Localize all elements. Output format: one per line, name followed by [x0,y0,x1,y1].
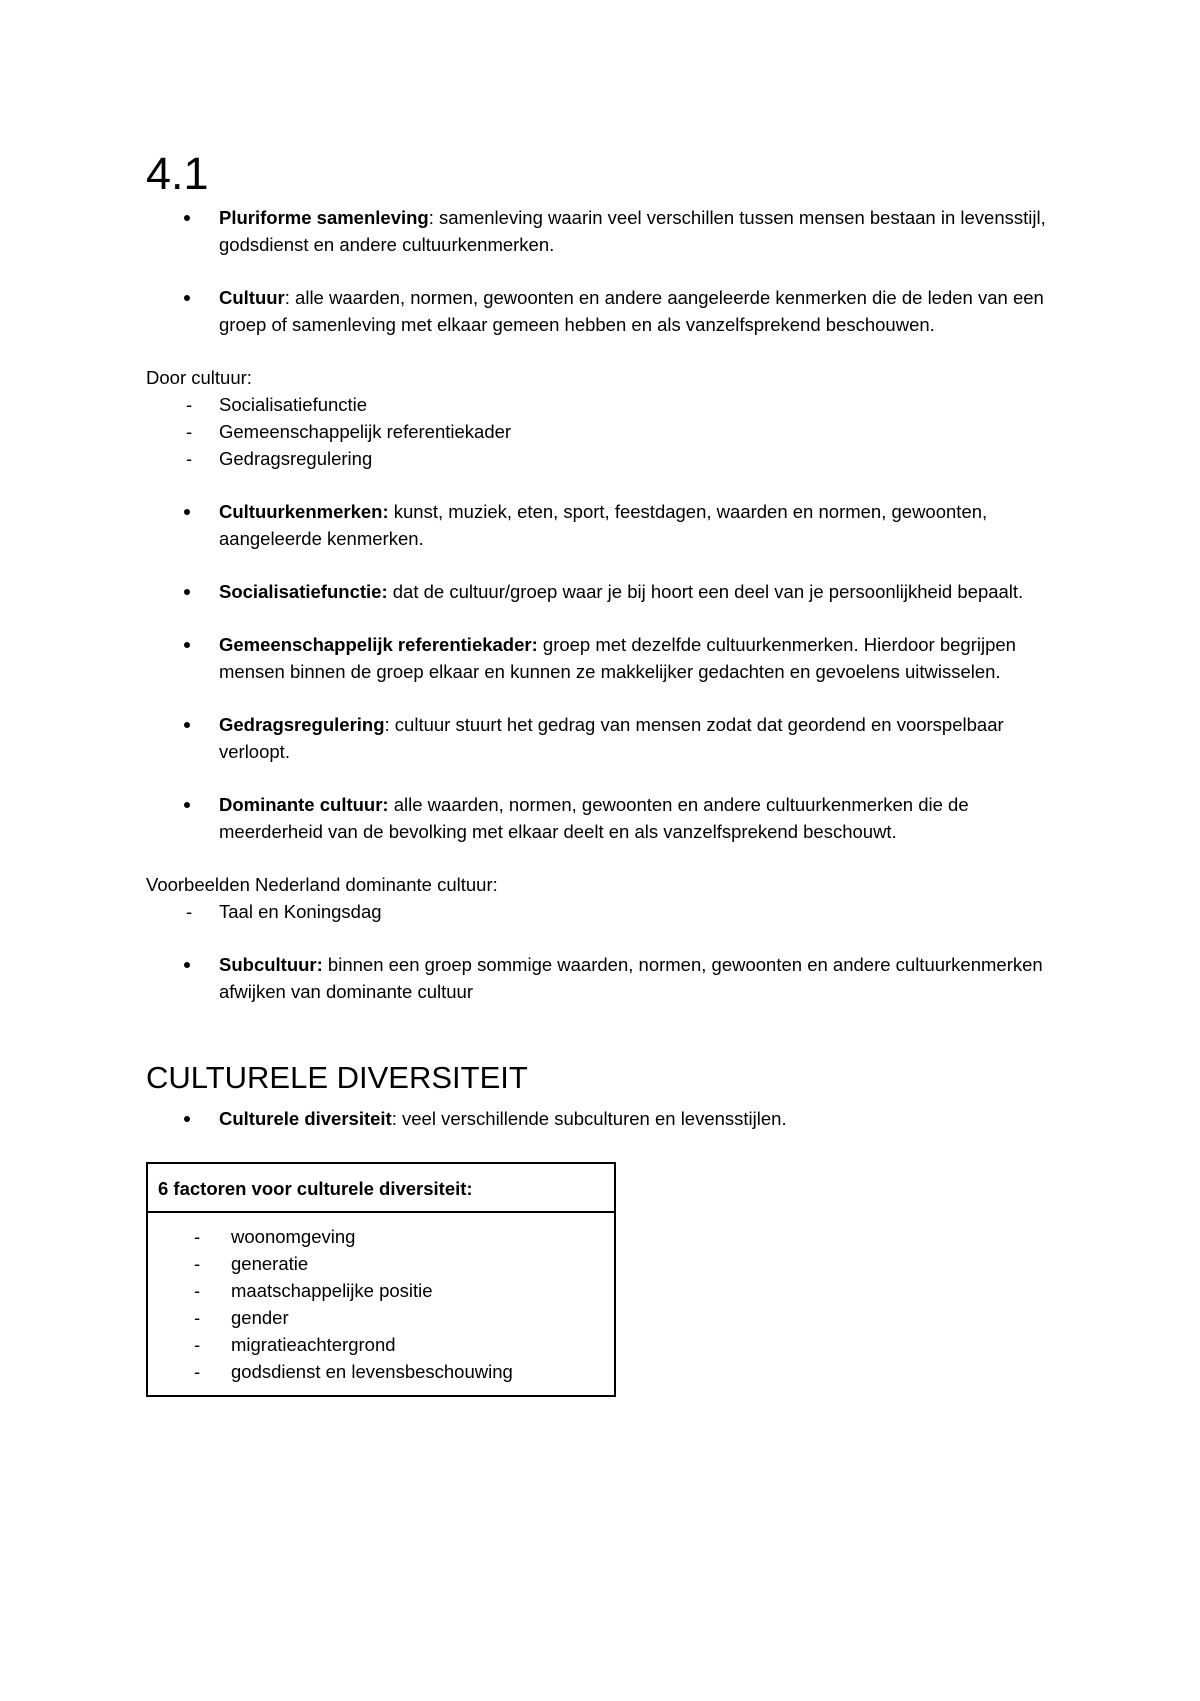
bullet-icon [184,215,190,221]
list-item-text: maatschappelijke positie [231,1280,433,1301]
list-item: - migratieachtergrond [194,1334,396,1355]
definition-text: alle waarden, normen, gewoonten en andere cultuurkenmerken die de meerderheid van de bevolking met elkaar deelt en als vanzelfsprekend beschouwt. [219,794,969,842]
term: Cultuurkenmerken: [219,501,389,522]
list-item-text: migratieachtergrond [231,1334,396,1355]
list-item-text: Gedragsregulering [219,448,373,469]
door-cultuur-label: Door cultuur: [146,367,252,388]
factors-list [148,1213,614,1395]
definition-subcultuur [146,951,1066,1005]
bullet-icon [184,509,190,515]
definition-culturele-diversiteit [146,1105,1066,1132]
factors-table [146,1162,616,1397]
definition-text: : cultuur stuurt het gedrag van mensen zodat dat geordend en voorspelbaar verloopt. [219,714,1004,762]
bullet-icon [184,589,190,595]
definition-pluriforme-samenleving [146,204,1066,258]
definition-dominante-cultuur [146,791,1066,845]
list-item-text: woonomgeving [231,1226,356,1247]
definition-text: : veel verschillende subculturen en levensstijlen. [391,1108,787,1129]
list-item: - godsdienst en levensbeschouwing [194,1361,513,1382]
bullet-icon [184,802,190,808]
definition-text: groep met dezelfde cultuurkenmerken. Hierdoor begrijpen mensen binnen de groep elkaar en kunnen ze makkelijker gedachten en gevoelens uitwisselen. [219,634,1016,682]
list-item-text: godsdienst en levensbeschouwing [231,1361,513,1382]
definition-text: kunst, muziek, eten, sport, feestdagen, waarden en normen, gewoonten, aangeleerde kenmerken. [219,501,988,549]
document-page [146,148,1066,1397]
definition-text: binnen een groep sommige waarden, normen, gewoonten en andere cultuurkenmerken afwijken van dominante cultuur [219,954,1043,1002]
definition-cultuur [146,284,1066,338]
list-item-text: generatie [231,1253,309,1274]
list-item: - generatie [194,1253,309,1274]
bullet-icon [184,642,190,648]
list-item-text: Gemeenschappelijk referentiekader [219,421,512,442]
definition-gedragsregulering [146,711,1066,765]
term: Gedragsregulering [219,714,385,735]
definition-cultuurkenmerken [146,498,1066,552]
definition-text: : samenleving waarin veel verschillen tussen mensen bestaan in levensstijl, godsdienst en andere cultuurkenmerken. [219,207,1046,255]
bullet-icon [184,722,190,728]
term: Pluriforme samenleving [219,207,429,228]
list-item-text: gender [231,1307,289,1328]
list-item: - maatschappelijke positie [194,1280,433,1301]
term: Cultuur [219,287,285,308]
bullet-icon [184,295,190,301]
list-item: - woonomgeving [194,1226,356,1247]
term: Subcultuur: [219,954,323,975]
list-item: - gender [194,1307,289,1328]
definition-socialisatiefunctie [146,578,1066,605]
term: Socialisatiefunctie: [219,581,388,602]
list-item: - Gedragsregulering [186,448,373,469]
bullet-icon [184,1116,190,1122]
definition-text: dat de cultuur/groep waar je bij hoort een deel van je persoonlijkheid bepaalt. [387,581,1024,602]
term: Dominante cultuur: [219,794,394,815]
factors-table-header: 6 factoren voor culturele diversiteit: [148,1164,614,1213]
term: Culturele diversiteit [219,1108,392,1129]
list-item: - Socialisatiefunctie [186,394,368,415]
bullet-icon [184,962,190,968]
definition-text: : alle waarden, normen, gewoonten en andere aangeleerde kenmerken die de leden van een groep of samenleving met elkaar gemeen hebben en als vanzelfsprekend beschouwen. [219,287,1044,335]
definition-referentiekader [146,631,1066,685]
list-item-text: Taal en Koningsdag [219,901,382,922]
list-item: - Taal en Koningsdag [186,901,382,922]
voorbeelden-label: Voorbeelden Nederland dominante cultuur: [146,874,498,895]
heading-4-1: 4.1 [146,148,209,199]
term: Gemeenschappelijk referentiekader: [219,634,538,655]
heading-culturele-diversiteit: CULTURELE DIVERSITEIT [146,1060,528,1095]
list-item-text: Socialisatiefunctie [219,394,368,415]
list-item: - Gemeenschappelijk referentiekader [186,421,512,442]
